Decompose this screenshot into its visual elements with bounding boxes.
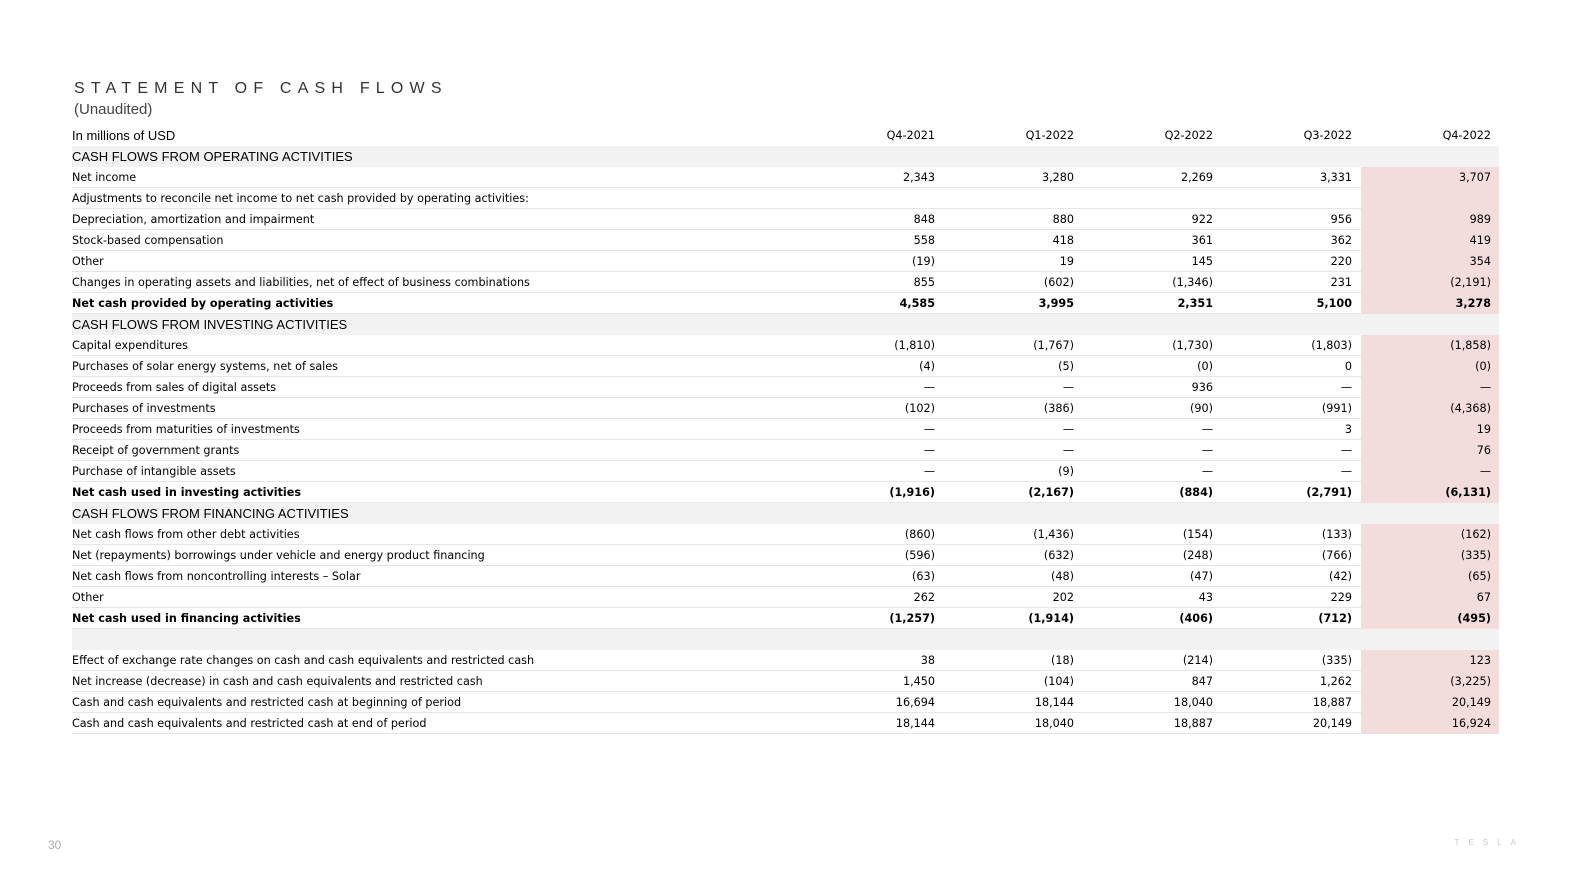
row-label: CASH FLOWS FROM OPERATING ACTIVITIES bbox=[72, 149, 353, 164]
row-label: Purchases of solar energy systems, net of sales bbox=[72, 360, 339, 373]
cell-value: 558 bbox=[913, 234, 935, 247]
row-label: Changes in operating assets and liabilities, net of effect of business combinations bbox=[72, 276, 530, 289]
cell-value: 202 bbox=[1052, 591, 1074, 604]
row-label: Other bbox=[72, 591, 104, 604]
cell-value: — bbox=[923, 465, 935, 478]
cell-value: (3,225) bbox=[1450, 675, 1491, 688]
cell-value: — bbox=[1062, 423, 1074, 436]
table-row bbox=[72, 545, 1499, 566]
cell-value: 1,450 bbox=[902, 675, 935, 688]
page-number: 30 bbox=[48, 838, 62, 852]
cell-value: 16,694 bbox=[895, 696, 935, 709]
cell-value: 922 bbox=[1191, 213, 1213, 226]
cell-value: 76 bbox=[1476, 444, 1491, 457]
cell-value: (65) bbox=[1468, 570, 1491, 583]
cell-value: 19 bbox=[1476, 423, 1491, 436]
cell-value: (42) bbox=[1329, 570, 1352, 583]
table-row bbox=[72, 692, 1499, 713]
row-label: Net (repayments) borrowings under vehicle and energy product financing bbox=[72, 549, 485, 562]
cell-value: 20,149 bbox=[1451, 696, 1491, 709]
cell-value: 880 bbox=[1052, 213, 1074, 226]
table-row bbox=[72, 566, 1499, 587]
cell-value: (495) bbox=[1457, 612, 1491, 625]
cell-value: (335) bbox=[1321, 654, 1352, 667]
cell-value: — bbox=[923, 444, 935, 457]
row-label: Net cash used in financing activities bbox=[72, 612, 301, 625]
cell-value: (9) bbox=[1058, 465, 1074, 478]
cell-value: (2,791) bbox=[1306, 486, 1352, 499]
cell-value: 18,144 bbox=[895, 717, 935, 730]
row-label: CASH FLOWS FROM INVESTING ACTIVITIES bbox=[72, 317, 348, 332]
cell-value: — bbox=[1201, 423, 1213, 436]
cell-value: (632) bbox=[1043, 549, 1074, 562]
table-row bbox=[72, 167, 1499, 188]
cell-value: 38 bbox=[920, 654, 935, 667]
cell-value: (335) bbox=[1460, 549, 1491, 562]
cell-value: (6,131) bbox=[1445, 486, 1491, 499]
cell-value: (766) bbox=[1321, 549, 1352, 562]
cell-value: 43 bbox=[1198, 591, 1213, 604]
cell-value: 847 bbox=[1191, 675, 1213, 688]
cell-value: (1,916) bbox=[889, 486, 935, 499]
cell-value: 361 bbox=[1191, 234, 1213, 247]
cell-value: (48) bbox=[1051, 570, 1074, 583]
table-row bbox=[72, 419, 1499, 440]
cell-value: 18,040 bbox=[1034, 717, 1074, 730]
row-label: Net cash flows from other debt activities bbox=[72, 528, 300, 541]
cell-value: (133) bbox=[1321, 528, 1352, 541]
row-label: Net increase (decrease) in cash and cash equivalents and restricted cash bbox=[72, 675, 483, 688]
row-label: Effect of exchange rate changes on cash and cash equivalents and restricted cash bbox=[72, 654, 535, 667]
table-row bbox=[72, 377, 1499, 398]
row-label: Other bbox=[72, 255, 104, 268]
cell-value: — bbox=[1340, 444, 1352, 457]
cell-value: 18,887 bbox=[1312, 696, 1352, 709]
cell-value: (0) bbox=[1197, 360, 1213, 373]
table-row bbox=[72, 440, 1499, 461]
cell-value: 231 bbox=[1330, 276, 1352, 289]
cell-value: (18) bbox=[1051, 654, 1074, 667]
table-body bbox=[72, 146, 1499, 734]
page-subtitle: (Unaudited) bbox=[74, 101, 153, 118]
total-row bbox=[72, 293, 1499, 314]
cash-flow-table bbox=[72, 125, 1499, 734]
table-row bbox=[72, 671, 1499, 692]
cell-value: 18,040 bbox=[1173, 696, 1213, 709]
table-row bbox=[72, 251, 1499, 272]
cell-value: — bbox=[1062, 444, 1074, 457]
cell-value: — bbox=[1201, 444, 1213, 457]
cell-value: (406) bbox=[1179, 612, 1213, 625]
cell-value: 3 bbox=[1344, 423, 1352, 436]
row-label: Net cash used in investing activities bbox=[72, 486, 302, 499]
cell-value: (214) bbox=[1182, 654, 1213, 667]
cell-value: (19) bbox=[912, 255, 935, 268]
cell-value: 3,280 bbox=[1041, 171, 1074, 184]
table-row bbox=[72, 713, 1499, 734]
total-row bbox=[72, 608, 1499, 629]
cell-value: (104) bbox=[1043, 675, 1074, 688]
cell-value: (712) bbox=[1318, 612, 1352, 625]
column-header: Q1-2022 bbox=[1025, 129, 1074, 142]
cell-value: 936 bbox=[1191, 381, 1213, 394]
section-header-row bbox=[72, 146, 1499, 167]
cell-value: (2,191) bbox=[1450, 276, 1491, 289]
cell-value: 848 bbox=[913, 213, 935, 226]
cell-value: (2,167) bbox=[1028, 486, 1074, 499]
cell-value: 418 bbox=[1052, 234, 1074, 247]
cell-value: (102) bbox=[904, 402, 935, 415]
cell-value: 18,144 bbox=[1034, 696, 1074, 709]
row-label: Purchase of intangible assets bbox=[72, 465, 236, 478]
cell-value: (1,810) bbox=[894, 339, 935, 352]
cell-value: (1,858) bbox=[1450, 339, 1491, 352]
cell-value: 354 bbox=[1469, 255, 1491, 268]
row-label: Net cash flows from noncontrolling interests – Solar bbox=[72, 570, 361, 583]
column-header: Q3-2022 bbox=[1303, 129, 1352, 142]
cell-value: (162) bbox=[1460, 528, 1491, 541]
cell-value: 0 bbox=[1344, 360, 1352, 373]
row-label: Proceeds from sales of digital assets bbox=[72, 381, 277, 394]
cell-value: 145 bbox=[1191, 255, 1213, 268]
table-row bbox=[72, 524, 1499, 545]
cell-value: (386) bbox=[1043, 402, 1074, 415]
cell-value: 262 bbox=[913, 591, 935, 604]
section-header-row bbox=[72, 503, 1499, 524]
cell-value: (248) bbox=[1182, 549, 1213, 562]
highlight-cell bbox=[1361, 188, 1499, 209]
cell-value: (90) bbox=[1190, 402, 1213, 415]
cell-value: 67 bbox=[1476, 591, 1491, 604]
cell-value: 229 bbox=[1330, 591, 1352, 604]
cell-value: (4) bbox=[919, 360, 935, 373]
cell-value: (63) bbox=[912, 570, 935, 583]
cell-value: (1,257) bbox=[889, 612, 935, 625]
cell-value: (1,346) bbox=[1172, 276, 1213, 289]
cell-value: (154) bbox=[1182, 528, 1213, 541]
table-row bbox=[72, 188, 1499, 209]
cell-value: 18,887 bbox=[1173, 717, 1213, 730]
table-row bbox=[72, 335, 1499, 356]
cell-value: (596) bbox=[904, 549, 935, 562]
row-label: Capital expenditures bbox=[72, 339, 188, 352]
cell-value: (860) bbox=[904, 528, 935, 541]
cell-value: (4,368) bbox=[1450, 402, 1491, 415]
cell-value: 220 bbox=[1330, 255, 1352, 268]
section-header-row bbox=[72, 314, 1499, 335]
row-label: Proceeds from maturities of investments bbox=[72, 423, 300, 436]
cell-value: 20,149 bbox=[1312, 717, 1352, 730]
row-label: Stock-based compensation bbox=[72, 234, 224, 247]
cell-value: (602) bbox=[1043, 276, 1074, 289]
cell-value: — bbox=[923, 423, 935, 436]
row-label: Cash and cash equivalents and restricted cash at end of period bbox=[72, 717, 427, 730]
page-title: STATEMENT OF CASH FLOWS bbox=[74, 80, 448, 97]
cell-value: 3,278 bbox=[1455, 297, 1491, 310]
cell-value: (1,436) bbox=[1033, 528, 1074, 541]
table-row bbox=[72, 587, 1499, 608]
row-label: Net cash provided by operating activities bbox=[72, 297, 334, 310]
cell-value: — bbox=[923, 381, 935, 394]
row-label: Receipt of government grants bbox=[72, 444, 240, 457]
cell-value: 956 bbox=[1330, 213, 1352, 226]
table-row bbox=[72, 650, 1499, 671]
table-row bbox=[72, 230, 1499, 251]
column-header: Q4-2021 bbox=[886, 129, 935, 142]
table-header-row bbox=[72, 125, 1499, 146]
cell-value: 5,100 bbox=[1316, 297, 1352, 310]
cell-value: 2,269 bbox=[1180, 171, 1213, 184]
cell-value: 989 bbox=[1469, 213, 1491, 226]
cell-value: 3,995 bbox=[1038, 297, 1074, 310]
cell-value: 419 bbox=[1469, 234, 1491, 247]
cell-value: (0) bbox=[1475, 360, 1491, 373]
cell-value: — bbox=[1201, 465, 1213, 478]
cell-value: 2,351 bbox=[1177, 297, 1213, 310]
cell-value: (991) bbox=[1321, 402, 1352, 415]
row-label: Depreciation, amortization and impairment bbox=[72, 213, 315, 226]
table-row bbox=[72, 398, 1499, 419]
total-row bbox=[72, 482, 1499, 503]
cell-value: 2,343 bbox=[902, 171, 935, 184]
cell-value: (1,767) bbox=[1033, 339, 1074, 352]
row-label: Purchases of investments bbox=[72, 402, 216, 415]
cell-value: (1,803) bbox=[1311, 339, 1352, 352]
cell-value: (884) bbox=[1179, 486, 1213, 499]
cell-value: — bbox=[1479, 381, 1491, 394]
brand-logo: TESLA bbox=[1454, 838, 1525, 847]
table-row bbox=[72, 461, 1499, 482]
cell-value: 855 bbox=[913, 276, 935, 289]
cell-value: 1,262 bbox=[1319, 675, 1352, 688]
cell-value: — bbox=[1479, 465, 1491, 478]
cell-value: 19 bbox=[1059, 255, 1074, 268]
table-row bbox=[72, 209, 1499, 230]
cell-value: 362 bbox=[1330, 234, 1352, 247]
cell-value: (1,730) bbox=[1172, 339, 1213, 352]
cell-value: (1,914) bbox=[1028, 612, 1074, 625]
cell-value: — bbox=[1062, 381, 1074, 394]
column-header: Q4-2022 bbox=[1442, 129, 1491, 142]
cell-value: 3,707 bbox=[1458, 171, 1491, 184]
cell-value: — bbox=[1340, 381, 1352, 394]
cell-value: 3,331 bbox=[1319, 171, 1352, 184]
row-label: Adjustments to reconcile net income to net cash provided by operating activities: bbox=[72, 192, 529, 205]
column-header: Q2-2022 bbox=[1164, 129, 1213, 142]
spacer-row bbox=[72, 629, 1499, 650]
cell-value: 4,585 bbox=[899, 297, 935, 310]
cell-value: (47) bbox=[1190, 570, 1213, 583]
cell-value: 16,924 bbox=[1451, 717, 1491, 730]
cell-value: — bbox=[1340, 465, 1352, 478]
units-label: In millions of USD bbox=[72, 128, 176, 143]
row-label: CASH FLOWS FROM FINANCING ACTIVITIES bbox=[72, 506, 349, 521]
cell-value: (5) bbox=[1058, 360, 1074, 373]
table-row bbox=[72, 272, 1499, 293]
row-label: Cash and cash equivalents and restricted cash at beginning of period bbox=[72, 696, 462, 709]
table-row bbox=[72, 356, 1499, 377]
row-label: Net income bbox=[72, 171, 137, 184]
cell-value: 123 bbox=[1469, 654, 1491, 667]
